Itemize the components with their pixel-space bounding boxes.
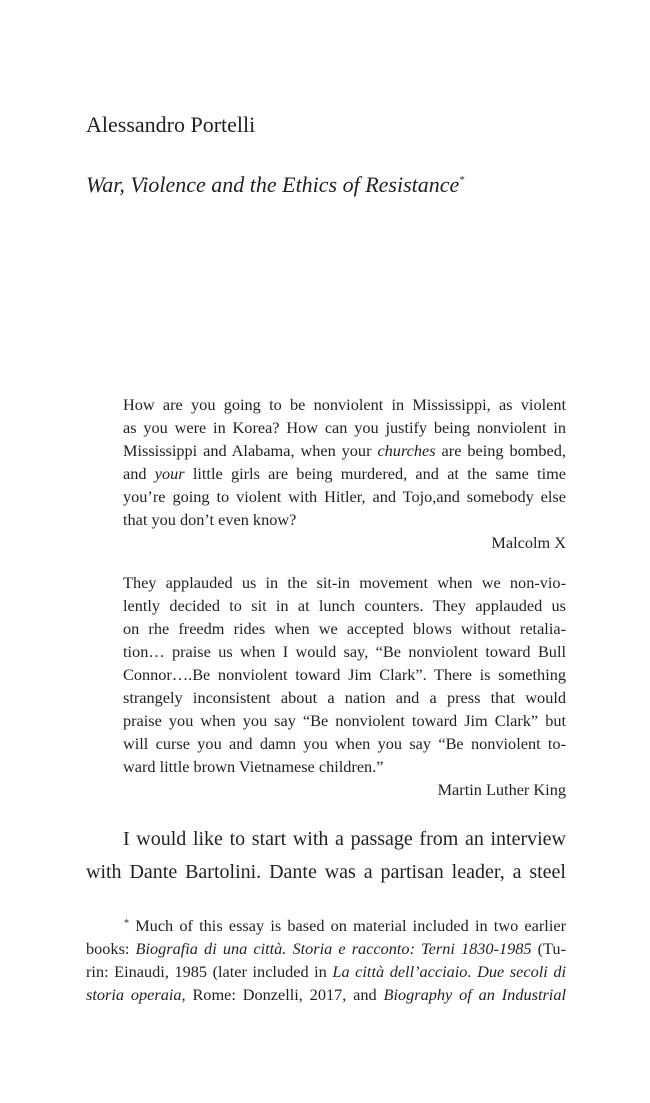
- epigraph-text: are being bombed,: [435, 441, 566, 460]
- footnote-line: [86, 912, 566, 937]
- body-line: I would like to start with a passage from an interview: [123, 828, 566, 850]
- epigraph-line: Connor….Be nonviolent toward Jim Clark”. There is something: [123, 665, 566, 684]
- footnote-marker: *: [459, 174, 465, 186]
- epigraph-line: They applauded us in the sit-in movement when we non-vio-: [123, 573, 566, 592]
- body-paragraph: [86, 823, 566, 889]
- epigraph-line: that you don’t even know?: [123, 510, 297, 529]
- epigraph-malcolm-x: [123, 393, 566, 554]
- epigraph-line: on rhe freedm rides when we accepted blows without retalia-: [123, 619, 566, 638]
- epigraph-line: tion… praise us when I would say, “Be nonviolent toward Bull: [123, 642, 566, 661]
- epigraph-emphasis: your: [154, 464, 185, 483]
- epigraph-line: will curse you and damn you when you say “Be nonviolent to-: [123, 734, 566, 753]
- footnote-text: rin: Einaudi, 1985 (later included in: [86, 962, 333, 981]
- chapter-title: [86, 165, 465, 200]
- epigraph-line: ward little brown Vietnamese children.”: [123, 757, 384, 776]
- footnote: [86, 912, 566, 1006]
- epigraph-line: [123, 439, 566, 462]
- epigraph-text: little girls are being murdered, and at the same time: [184, 464, 566, 483]
- epigraph-line: you’re going to violent with Hitler, and Tojo,and somebody else: [123, 487, 566, 506]
- footnote-marker: *: [124, 918, 129, 929]
- epigraph-emphasis: churches: [377, 441, 436, 460]
- chapter-author: Alessandro Portelli: [86, 112, 256, 137]
- epigraph-text: Mississippi and Alabama, when your: [123, 441, 378, 460]
- footnote-book-title: Biografia di una città. Storia e racconto: Terni 1830-1985: [135, 939, 532, 958]
- footnote-text: Much of this essay is based on material included in two earlier: [135, 916, 566, 935]
- epigraph-line: lently decided to sit in at lunch counters. They applauded us: [123, 596, 566, 615]
- footnote-text: books:: [86, 939, 136, 958]
- epigraph-line: praise you when you say “Be nonviolent toward Jim Clark” but: [123, 711, 566, 730]
- body-line: with Dante Bartolini. Dante was a partisan leader, a steel: [86, 861, 566, 883]
- epigraph-line: How are you going to be nonviolent in Mississippi, as violent: [123, 395, 566, 414]
- epigraph-mlk: [123, 571, 566, 801]
- epigraph-line: strangely inconsistent about a nation and a press that would: [123, 688, 566, 707]
- footnote-book-title: La città dell’acciaio. Due secoli di: [332, 962, 567, 981]
- epigraph-line: as you were in Korea? How can you justify being nonviolent in: [123, 418, 566, 437]
- footnote-text: , Rome: Donzelli, 2017, and: [181, 985, 384, 1004]
- epigraph-attribution: Martin Luther King: [437, 780, 566, 799]
- epigraph-attribution: Malcolm X: [491, 533, 566, 552]
- epigraph-text: and: [123, 464, 155, 483]
- footnote-line: [86, 960, 566, 983]
- chapter-title-text: War, Violence and the Ethics of Resistance: [86, 172, 460, 197]
- epigraph-line: [123, 462, 566, 485]
- footnote-book-title: storia operaia: [86, 985, 182, 1004]
- footnote-line: [86, 937, 566, 960]
- footnote-book-title: Biography of an Industrial: [383, 985, 566, 1004]
- footnote-line: [86, 983, 566, 1006]
- footnote-text: (Tu-: [531, 939, 566, 958]
